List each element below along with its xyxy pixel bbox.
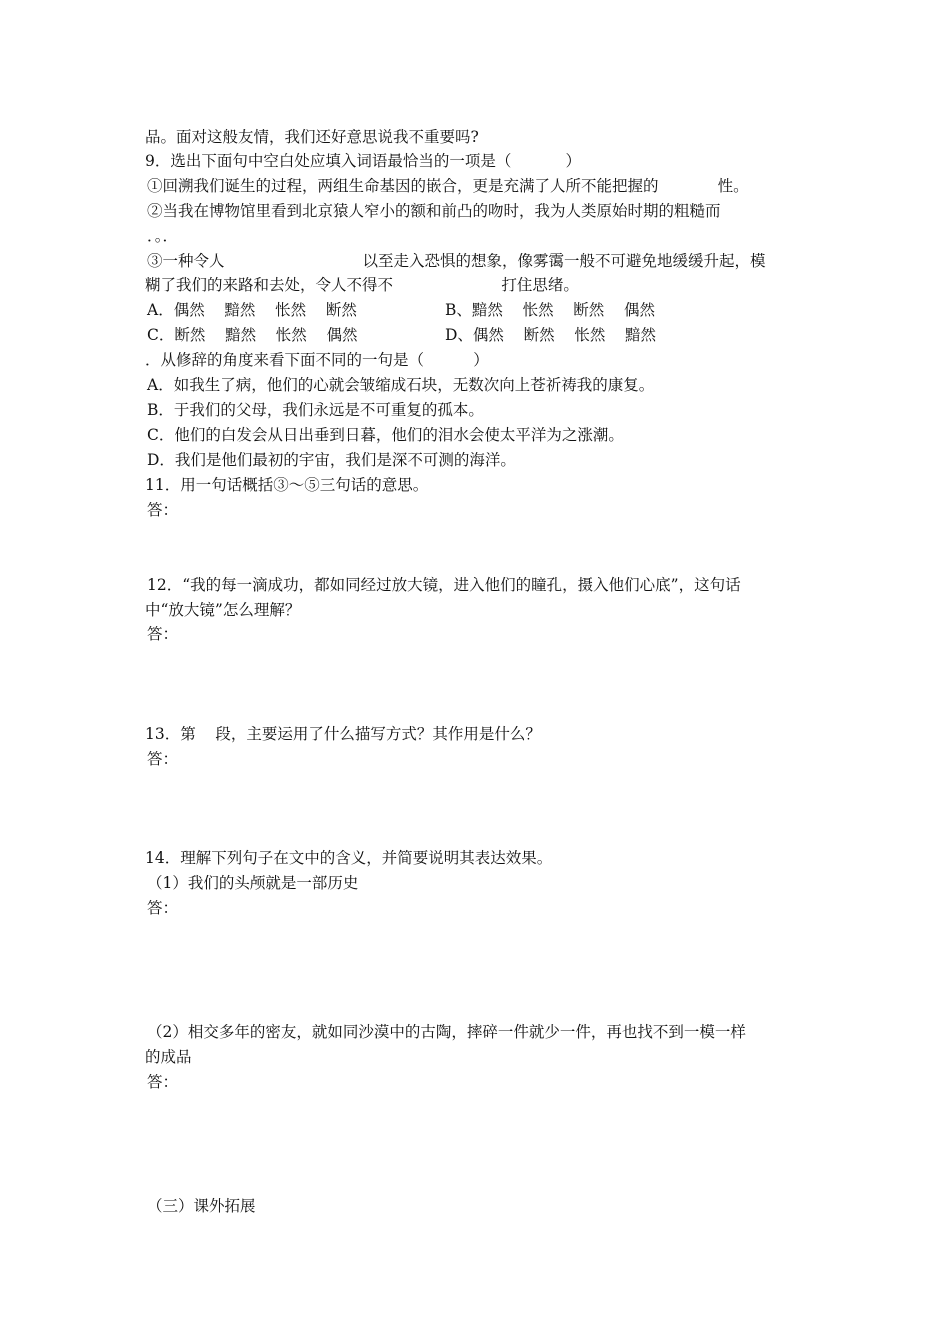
option-a: A．偶然 黯然 怅然 断然 <box>147 301 357 319</box>
question-14-item-1: （1）我们的头颅就是一部历史 <box>147 874 359 892</box>
question-10-option-c: C．他们的白发会从日出垂到日暮，他们的泪水会使太平洋为之涨潮。 <box>147 426 624 444</box>
question-10-option-b: B．于我们的父母，我们永远是不可重复的孤本。 <box>147 401 484 419</box>
question-9: 9．选出下面句中空白处应填入词语最恰当的一项是（ ） <box>145 152 582 170</box>
answer-label: 答： <box>147 501 179 519</box>
text-line: 中“放大镜”怎么理解？ <box>145 601 301 619</box>
text-line: ．。． <box>147 227 179 245</box>
question-9-sentence-3: ③一种令人 以至走入恐惧的想象，像雾霭一般不可避免地缓缓升起，模 <box>147 252 766 270</box>
question-11: 11．用一句话概括③～⑤三句话的意思。 <box>145 476 429 494</box>
question-9-sentence-2: ②当我在博物馆里看到北京猿人窄小的额和前凸的吻时，我为人类原始时期的粗糙而 <box>147 202 721 220</box>
text-line: 糊了我们的来路和去处，令人不得不 打住思绪。 <box>145 276 579 294</box>
question-14-item-2: （2）相交多年的密友，就如同沙漠中的古陶，摔碎一件就少一件，再也找不到一模一样 <box>147 1023 746 1041</box>
text-line: 品。面对这般友情，我们还好意思说我不重要吗? <box>145 128 479 146</box>
answer-label: 答： <box>147 750 179 768</box>
option-d: D、偶然 断然 怅然 黯然 <box>445 326 657 344</box>
question-9-sentence-1: ①回溯我们诞生的过程，两组生命基因的嵌合，更是充满了人所不能把握的 性。 <box>147 177 749 195</box>
question-12: 12．“我的每一滴成功，都如同经过放大镜，进入他们的瞳孔，摄入他们心底”，这句话 <box>147 576 741 594</box>
text-line: 的成品 <box>145 1048 192 1066</box>
question-14: 14．理解下列句子在文中的含义，并简要说明其表达效果。 <box>145 849 553 867</box>
question-10-option-d: D．我们是他们最初的宇宙，我们是深不可测的海洋。 <box>147 451 516 469</box>
option-b: B、黯然 怅然 断然 偶然 <box>445 301 656 319</box>
answer-label: 答： <box>147 899 179 917</box>
option-c: C．断然 黯然 怅然 偶然 <box>147 326 358 344</box>
section-heading: （三）课外拓展 <box>147 1197 256 1215</box>
question-10: ．从修辞的角度来看下面不同的一句是（ ） <box>145 351 489 369</box>
answer-label: 答： <box>147 1073 179 1091</box>
question-10-option-a: A．如我生了病，他们的心就会皱缩成石块，无数次向上苍祈祷我的康复。 <box>147 376 655 394</box>
question-13: 13．第 段，主要运用了什么描写方式？其作用是什么？ <box>145 725 541 743</box>
answer-label: 答： <box>147 625 179 643</box>
